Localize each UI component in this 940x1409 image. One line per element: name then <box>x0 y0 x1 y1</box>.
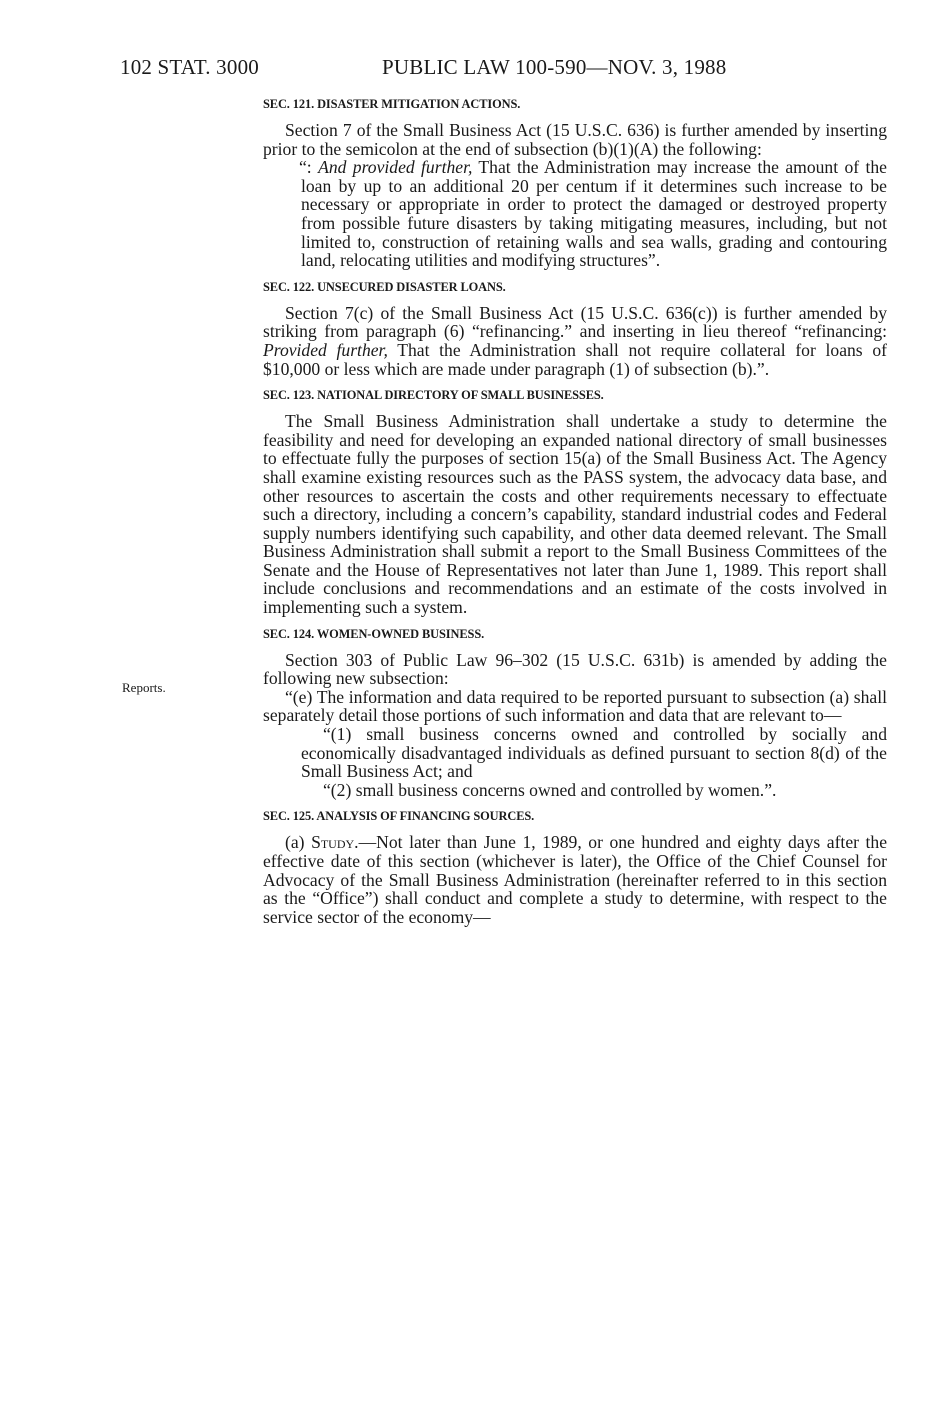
section-124-item-1: “(1) small business concerns owned and controlled by socially and economically disadvantaged individuals as defined pursuant to section 8(d) of the Small Business Act; and <box>301 724 887 782</box>
document-body <box>263 96 887 926</box>
stat-citation: 102 STAT. 3000 <box>120 55 259 79</box>
quote-rest: That the Administration may increase the amount of the loan by up to an additional 20 per centum if it determines such increase to be necessary or appropriate in order to protect the damaged or destroyed property from possible future disasters by taking mitigating measures, including, but not limited to, construction of retaining walls and sea walls, grading and contouring land, relocating utilities and modifying structures”. <box>301 157 887 271</box>
section-123-paragraph: The Small Business Administration shall undertake a study to determine the feasibility and need for developing an expanded national directory of small businesses to effectuate fully the purposes of section 15(a) of the Small Business Act. The Agency shall examine existing resources such as the PASS system, the advocacy data base, and other resources to ascertain the costs and other requirements necessary to effectuate such a directory, including a concern’s capability, standard industrial codes and Federal supply numbers identifying such capability, and other data deemed relevant. The Small Business Administration shall submit a report to the Small Business Committees of the Senate and the House of Representatives not later than June 1, 1989. This report shall include conclusions and recommendations and an estimate of the costs involved in implementing such a system. <box>263 411 887 618</box>
section-125-caps: Study. <box>311 832 359 853</box>
section-122-text-b: That the Administration shall not require collateral for loans of $10,000 or less which are made under paragraph (1) of subsection (b).”. <box>263 339 888 379</box>
section-122-paragraph <box>263 304 887 378</box>
section-124-item-2: “(2) small business concerns owned and controlled by women.”. <box>323 779 777 800</box>
section-heading-121: SEC. 121. DISASTER MITIGATION ACTIONS. <box>263 97 521 111</box>
section-121-paragraph: Section 7 of the Small Business Act (15 U.S.C. 636) is further amended by inserting prior to the semicolon at the end of subsection (b)(1)(A) the following: <box>263 120 887 159</box>
margin-note-reports: Reports. <box>122 680 166 695</box>
section-heading-125: SEC. 125. ANALYSIS OF FINANCING SOURCES. <box>263 809 535 824</box>
section-125-label: (a) <box>285 832 312 853</box>
section-heading-122: SEC. 122. UNSECURED DISASTER LOANS. <box>263 279 506 294</box>
section-heading-123: SEC. 123. NATIONAL DIRECTORY OF SMALL BUSINESSES. <box>263 388 604 403</box>
section-125-text: —Not later than June 1, 1989, or one hundred and eighty days after the effective date of this section (whichever is later), the Office of the Chief Counsel for Advocacy of the Small Business Administration (hereinafter referred to in this section as the “Office”) shall conduct and complete a study to determine, with respect to the service sector of the economy— <box>263 832 887 927</box>
section-121-quoted-text <box>263 158 887 270</box>
section-125-paragraph <box>263 833 887 926</box>
section-122-text-a: Section 7(c) of the Small Business Act (15 U.S.C. 636(c)) is further amended by striking from paragraph (6) “refinancing.” and inserting in lieu thereof “refinancing: <box>263 302 887 342</box>
section-heading-124: SEC. 124. WOMEN-OWNED BUSINESS. <box>263 626 485 641</box>
quote-italic: And provided further, <box>318 157 473 178</box>
section-124-paragraph-2: “(e) The information and data required to be reported pursuant to subsection (a) shall separately detail those portions of such information and data that are relevant to— <box>263 686 887 726</box>
section-124-paragraph-1: Section 303 of Public Law 96–302 (15 U.S.C. 631b) is amended by adding the following new subsection: <box>263 649 887 689</box>
quote-open: “: <box>299 157 319 178</box>
running-head: PUBLIC LAW 100-590—NOV. 3, 1988 <box>382 55 727 79</box>
section-122-italic: Provided further, <box>263 339 388 360</box>
